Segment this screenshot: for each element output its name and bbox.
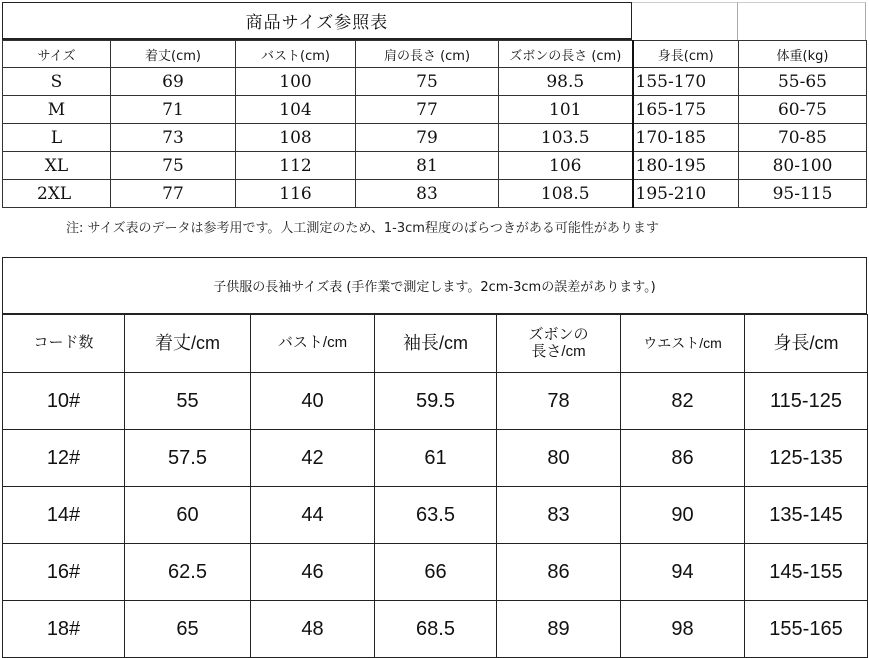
table-cell: 57.5: [125, 430, 251, 487]
table-cell: M: [3, 96, 111, 124]
kids-size-chart: [2, 257, 867, 656]
header-blank-cell: [632, 2, 738, 40]
adult-size-chart-title: 商品サイズ参照表: [2, 2, 632, 40]
table-cell: 77: [111, 180, 236, 208]
table-row: [3, 373, 868, 430]
table-cell: 100: [236, 68, 356, 96]
header-cell: ズボンの 長さ/cm: [497, 315, 621, 373]
table-cell: 70-85: [739, 124, 867, 152]
table-cell: 61: [375, 430, 497, 487]
table-cell: 98: [621, 601, 745, 658]
table-row: [3, 544, 868, 601]
table-cell: 40: [251, 373, 375, 430]
table-cell: 75: [111, 152, 236, 180]
table-row: [3, 430, 868, 487]
header-cell: 肩の長さ (cm): [356, 41, 499, 68]
table-cell: 103.5: [499, 124, 633, 152]
table-cell: 62.5: [125, 544, 251, 601]
table-cell: 86: [621, 430, 745, 487]
table-cell: 12#: [3, 430, 125, 487]
table-cell: 63.5: [375, 487, 497, 544]
table-cell: 165-175: [633, 96, 739, 124]
table-cell: 60-75: [739, 96, 867, 124]
kids-size-table: [2, 314, 868, 658]
table-cell: 95-115: [739, 180, 867, 208]
table-cell: 77: [356, 96, 499, 124]
table-cell: 98.5: [499, 68, 633, 96]
table-cell: 66: [375, 544, 497, 601]
table-cell: 115-125: [745, 373, 868, 430]
table-cell: L: [3, 124, 111, 152]
header-cell: 着丈(cm): [111, 41, 236, 68]
header-cell: 体重(kg): [739, 41, 867, 68]
table-cell: 16#: [3, 544, 125, 601]
table-row: [3, 180, 867, 208]
table-cell: 81: [356, 152, 499, 180]
table-cell: XL: [3, 152, 111, 180]
table-cell: 180-195: [633, 152, 739, 180]
table-row: [3, 68, 867, 96]
table-cell: 80-100: [739, 152, 867, 180]
table-cell: 155-170: [633, 68, 739, 96]
table-cell: 155-165: [745, 601, 868, 658]
header-cell: ズボンの長さ (cm): [499, 41, 633, 68]
table-cell: 71: [111, 96, 236, 124]
table-cell: S: [3, 68, 111, 96]
header-blank-cell: [738, 2, 866, 40]
kids-size-chart-title: 子供服の長袖サイズ表 (手作業で測定します。2cm-3cmの誤差があります。): [2, 257, 867, 314]
table-cell: 14#: [3, 487, 125, 544]
header-cell: 着丈/cm: [125, 315, 251, 373]
table-cell: 65: [125, 601, 251, 658]
table-cell: 79: [356, 124, 499, 152]
table-cell: 170-185: [633, 124, 739, 152]
table-cell: 55: [125, 373, 251, 430]
table-cell: 59.5: [375, 373, 497, 430]
header-cell: バスト(cm): [236, 41, 356, 68]
table-cell: 83: [497, 487, 621, 544]
table-cell: 68.5: [375, 601, 497, 658]
table-cell: 73: [111, 124, 236, 152]
table-cell: 195-210: [633, 180, 739, 208]
table-row: [3, 124, 867, 152]
table-cell: 86: [497, 544, 621, 601]
header-cell: サイズ: [3, 41, 111, 68]
table-cell: 106: [499, 152, 633, 180]
table-cell: 145-155: [745, 544, 868, 601]
table-cell: 44: [251, 487, 375, 544]
header-cell: コード数: [3, 315, 125, 373]
table-cell: 94: [621, 544, 745, 601]
adult-size-chart: [0, 0, 869, 236]
table-cell: 83: [356, 180, 499, 208]
table-cell: 46: [251, 544, 375, 601]
table-cell: 82: [621, 373, 745, 430]
table-row: [3, 152, 867, 180]
table-cell: 78: [497, 373, 621, 430]
header-cell: ウエスト/cm: [621, 315, 745, 373]
table-cell: 90: [621, 487, 745, 544]
adult-size-table: [2, 40, 867, 208]
table-cell: 10#: [3, 373, 125, 430]
table-cell: 125-135: [745, 430, 868, 487]
table-cell: 75: [356, 68, 499, 96]
table-cell: 69: [111, 68, 236, 96]
table-cell: 42: [251, 430, 375, 487]
table-row: [3, 601, 868, 658]
header-cell: 身長(cm): [633, 41, 739, 68]
table-cell: 2XL: [3, 180, 111, 208]
table-cell: 60: [125, 487, 251, 544]
size-chart-note: 注: サイズ表のデータは参考用です。人工測定のため、1-3cm程度のばらつきがある可能性があります: [66, 221, 659, 236]
header-cell: バスト/cm: [251, 315, 375, 373]
table-row: [3, 96, 867, 124]
table-cell: 101: [499, 96, 633, 124]
table-header-row: [3, 315, 868, 373]
table-cell: 116: [236, 180, 356, 208]
header-cell: 袖長/cm: [375, 315, 497, 373]
table-header-row: [3, 41, 867, 68]
table-cell: 135-145: [745, 487, 868, 544]
table-cell: 112: [236, 152, 356, 180]
table-cell: 80: [497, 430, 621, 487]
table-row: [3, 487, 868, 544]
table-cell: 55-65: [739, 68, 867, 96]
table-cell: 89: [497, 601, 621, 658]
table-cell: 108: [236, 124, 356, 152]
table-cell: 18#: [3, 601, 125, 658]
table-cell: 104: [236, 96, 356, 124]
table-cell: 108.5: [499, 180, 633, 208]
table-cell: 48: [251, 601, 375, 658]
header-cell: 身長/cm: [745, 315, 868, 373]
